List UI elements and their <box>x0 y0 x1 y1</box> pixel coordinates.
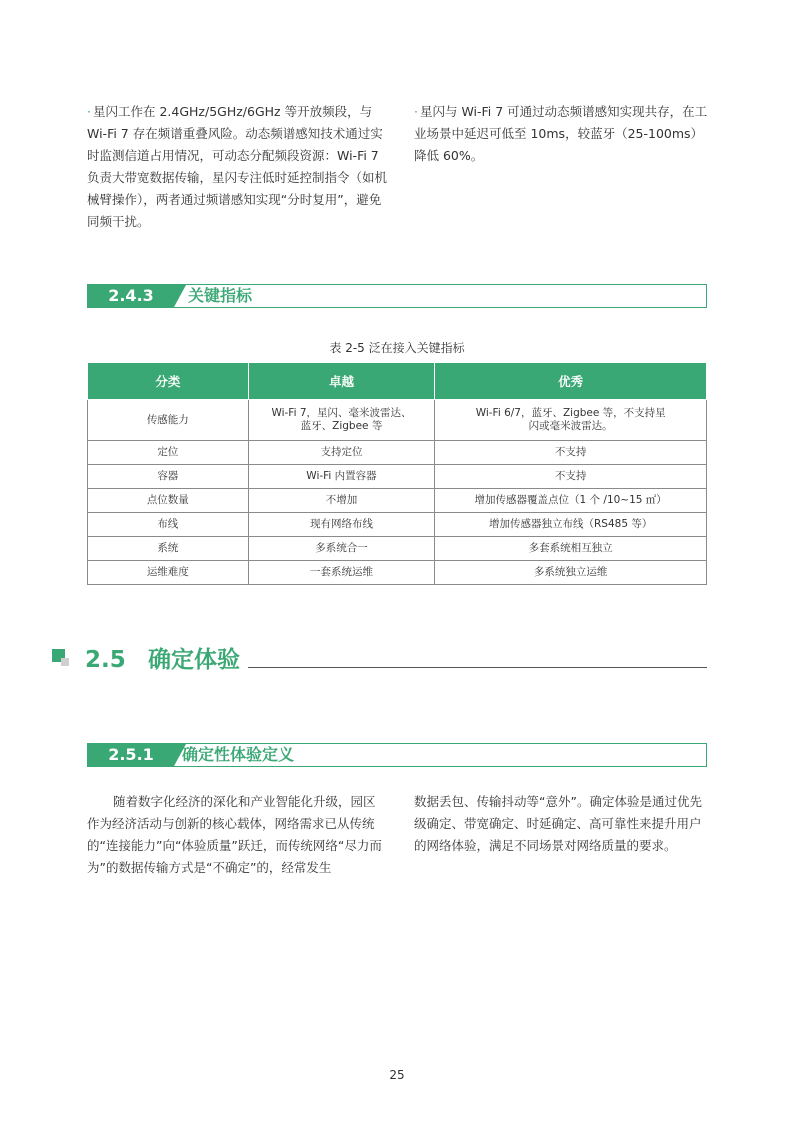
table-header-row <box>88 363 707 400</box>
table-row <box>88 513 707 537</box>
table-cell: Wi-Fi 7，星闪、毫米波雷达、蓝牙、Zigbee 等 <box>248 400 435 441</box>
subsection-number: 2.5.1 <box>88 744 174 766</box>
subsection-title: 确定性体验定义 <box>182 745 295 764</box>
bullet-marker: · <box>87 104 91 119</box>
table-cell: 布线 <box>88 513 249 537</box>
table-cell: 多系统合一 <box>248 537 435 561</box>
bullet-text-left: 星闪工作在 2.4GHz/5GHz/6GHz 等开放频段，与 Wi-Fi 7 存在频谱重叠风险。动态频谱感知技术通过实时监测信道占用情况，可动态分配频段资源：Wi-Fi 7 负责大带宽数据传输，星闪专注低时延控制指令（如机械臂操作），两者通过频谱感知实现“分时复用”，避免同频干扰。 <box>87 104 388 229</box>
section-marker-shadow <box>61 658 69 666</box>
table-cell: 支持定位 <box>248 441 435 465</box>
table-header-good: 优秀 <box>435 363 707 400</box>
header-notch <box>174 285 186 307</box>
table-cell: 增加传感器覆盖点位（1 个 /10~15 ㎡） <box>435 489 707 513</box>
table-header-excellent: 卓越 <box>248 363 435 400</box>
bullet-marker: · <box>414 104 418 119</box>
table-cell: 现有网络布线 <box>248 513 435 537</box>
table-cell: 不增加 <box>248 489 435 513</box>
table-row <box>88 400 707 441</box>
table-cell: Wi-Fi 内置容器 <box>248 465 435 489</box>
subsection-header-2-4-3 <box>87 284 707 308</box>
table-cell: Wi-Fi 6/7，蓝牙、Zigbee 等，不支持星闪或毫米波雷达。 <box>435 400 707 441</box>
body-text-right: 数据丢包、传输抖动等“意外”。确定体验是通过优先级确定、带宽确定、时延确定、高可靠性来提升用户的网络体验，满足不同场景对网络质量的要求。 <box>414 794 702 853</box>
table-cell: 多套系统相互独立 <box>435 537 707 561</box>
table-row <box>88 465 707 489</box>
subsection-title: 关键指标 <box>188 286 253 305</box>
table-cell: 点位数量 <box>88 489 249 513</box>
table-cell: 多系统独立运维 <box>435 561 707 585</box>
section-header-2-5 <box>52 646 707 674</box>
table-cell: 运维难度 <box>88 561 249 585</box>
table-cell: 容器 <box>88 465 249 489</box>
table-row <box>88 441 707 465</box>
table-cell: 不支持 <box>435 465 707 489</box>
table-row <box>88 561 707 585</box>
subsection-number: 2.4.3 <box>88 285 174 307</box>
bullet-text-right: 星闪与 Wi-Fi 7 可通过动态频谱感知实现共存，在工业场景中延迟可低至 10ms，较蓝牙（25-100ms）降低 60%。 <box>414 104 708 163</box>
page-number: 25 <box>389 1068 405 1082</box>
subsection-header-2-5-1 <box>87 743 707 767</box>
bullet-paragraph-left <box>87 101 387 233</box>
table-cell: 增加传感器独立布线（RS485 等） <box>435 513 707 537</box>
body-paragraph-right <box>414 791 710 857</box>
table-cell: 传感能力 <box>88 400 249 441</box>
section-number: 2.5 <box>85 647 126 673</box>
body-text-left: 随着数字化经济的深化和产业智能化升级，园区作为经济活动与创新的核心载体，网络需求已从传统的“连接能力”向“体验质量”跃迁，而传统网络“尽力而为”的数据传输方式是“不确定”的，经常发生 <box>87 794 382 875</box>
table-row <box>88 537 707 561</box>
table-cell: 不支持 <box>435 441 707 465</box>
table-header-category: 分类 <box>88 363 249 400</box>
table-row <box>88 489 707 513</box>
table-cell: 一套系统运维 <box>248 561 435 585</box>
table-cell: 系统 <box>88 537 249 561</box>
metrics-table <box>87 363 707 585</box>
section-rule <box>248 667 707 668</box>
table-cell: 定位 <box>88 441 249 465</box>
bullet-paragraph-right <box>414 101 710 167</box>
table-caption: 表 2-5 泛在接入关键指标 <box>329 341 465 355</box>
section-title: 确定体验 <box>148 647 240 673</box>
body-paragraph-left <box>87 791 387 879</box>
